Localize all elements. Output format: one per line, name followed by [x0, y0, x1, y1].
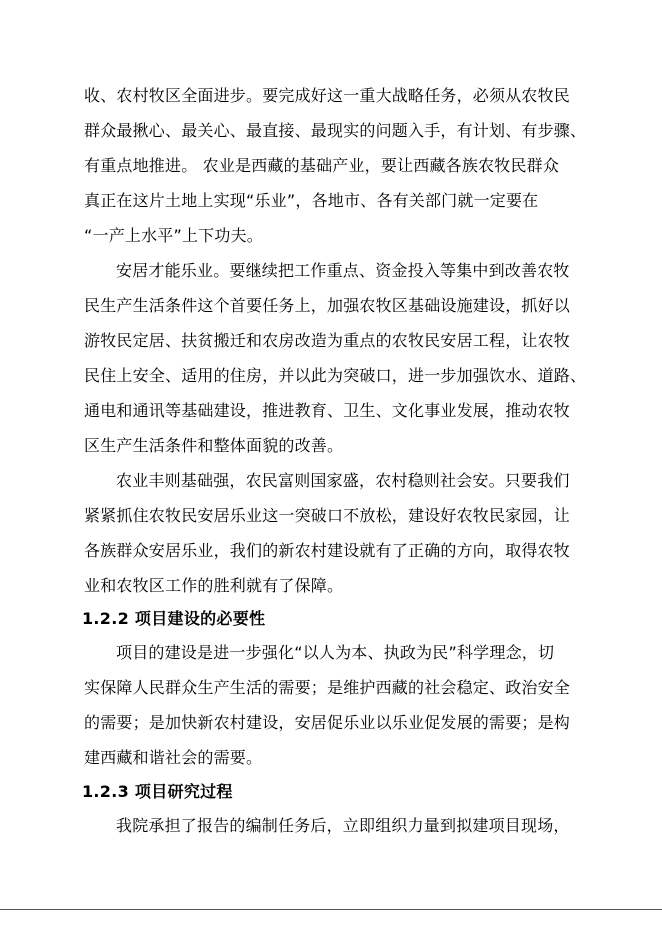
section-heading-1-2-3: 1.2.3 项目研究过程	[82, 782, 233, 801]
section-heading-1-2-2: 1.2.2 项目建设的必要性	[82, 609, 266, 628]
body-text-line: 群众最揪心、最关心、最直接、最现实的问题入手，有计划、有步骤、	[84, 121, 587, 140]
body-text-line: 收、农村牧区全面进步。要完成好这一重大战略任务，必须从农牧民	[84, 86, 571, 105]
body-text-line: 项目的建设是进一步强化“以人为本、执政为民”科学理念，切	[116, 643, 555, 662]
body-text-line: 通电和通讯等基础建设，推进教育、卫生、文化事业发展，推动农牧	[84, 401, 571, 420]
body-text-line: 游牧民定居、扶贫搬迁和农房改造为重点的农牧民安居工程，让农牧	[84, 331, 571, 350]
body-text-line: 建西藏和谐社会的需要。	[84, 748, 263, 767]
body-text-line: 业和农牧区工作的胜利就有了保障。	[84, 576, 344, 595]
body-text-line: 安居才能乐业。要继续把工作重点、资金投入等集中到改善农牧	[116, 261, 570, 280]
body-text-line: 农业丰则基础强，农民富则国家盛，农村稳则社会安。只要我们	[116, 471, 570, 490]
body-text-line: 民生产生活条件这个首要任务上，加强农牧区基础设施建设，抓好以	[84, 296, 571, 315]
body-text-line: 民住上安全、适用的住房，并以此为突破口，进一步加强饮水、道路、	[84, 366, 587, 385]
body-text-line: 紧紧抓住农牧民安居乐业这一突破口不放松，建设好农牧民家园，让	[84, 506, 571, 525]
body-text-line: 我院承担了报告的编制任务后，立即组织力量到拟建项目现场，	[116, 816, 570, 835]
body-text-line: 的需要；是加快新农村建设，安居促乐业以乐业促发展的需要；是构	[84, 713, 571, 732]
body-text-line: 实保障人民群众生产生活的需要；是维护西藏的社会稳定、政治安全	[84, 678, 571, 697]
body-text-line: 有重点地推进。 农业是西藏的基础产业，要让西藏各族农牧民群众	[84, 156, 560, 175]
body-text-line: 区生产生活条件和整体面貌的改善。	[84, 436, 344, 455]
body-text-line: “一产上水平”上下功夫。	[84, 226, 263, 245]
body-text-line: 真正在这片土地上实现“乐业”，各地市、各有关部门就一定要在	[84, 191, 539, 210]
body-text-line: 各族群众安居乐业，我们的新农村建设就有了正确的方向，取得农牧	[84, 541, 571, 560]
page-bottom-rule	[0, 909, 662, 910]
